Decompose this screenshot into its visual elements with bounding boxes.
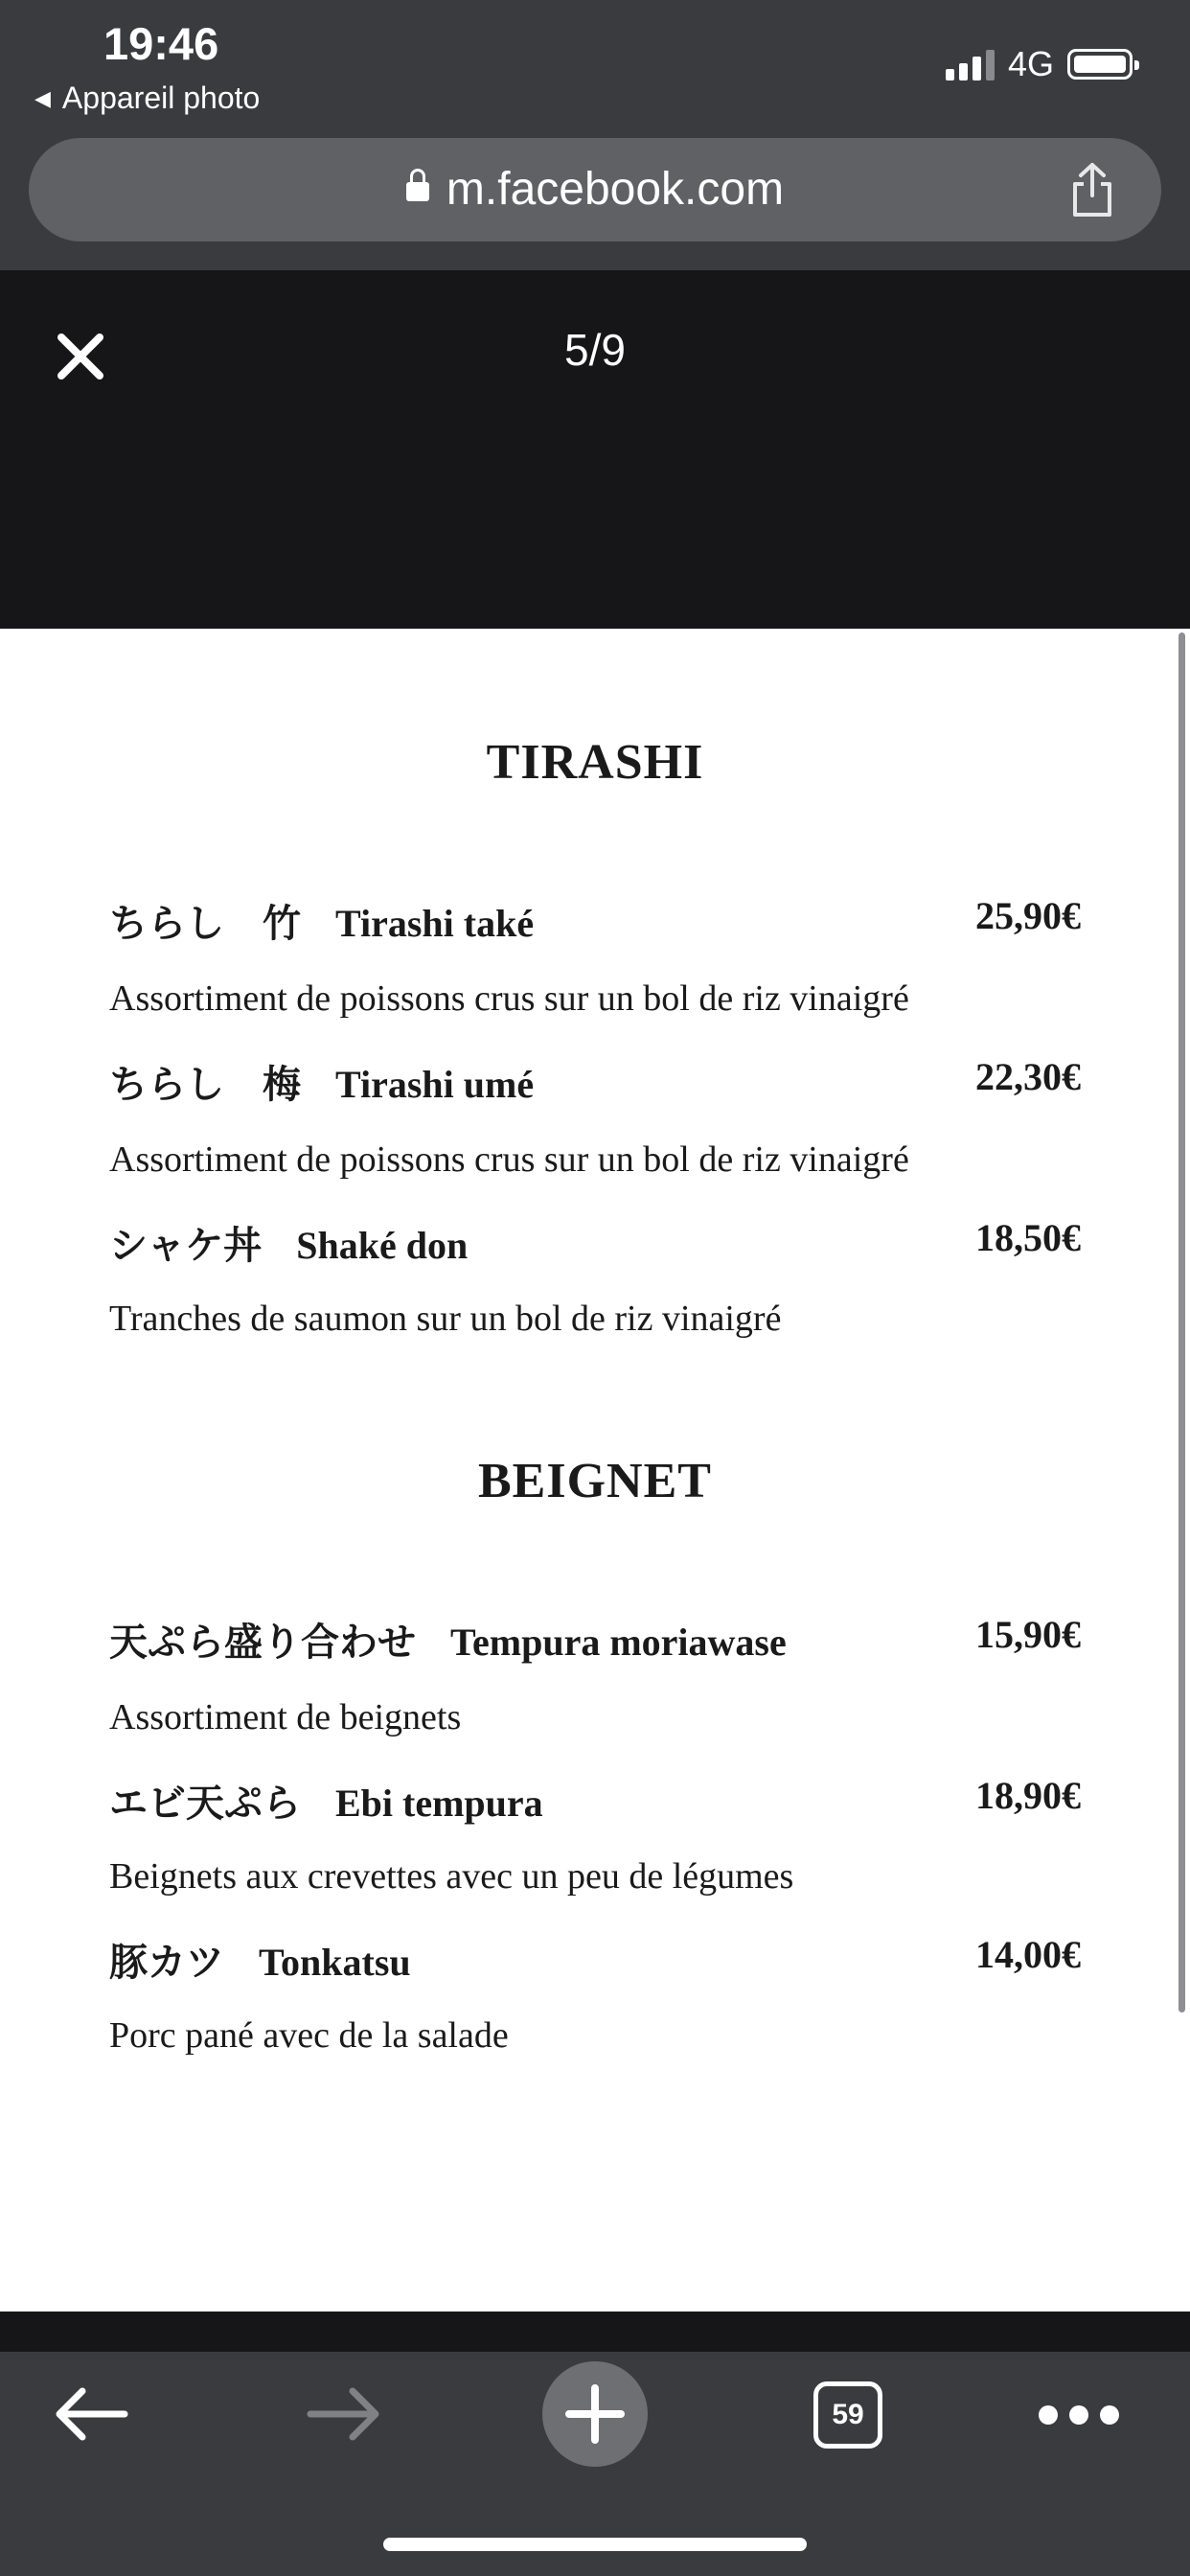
item-price: 18,90€ (975, 1774, 1081, 1817)
item-description: Porc pané avec de la salade (109, 2015, 509, 2056)
item-price: 18,50€ (975, 1216, 1081, 1259)
menu-item (109, 1215, 1081, 1269)
item-jp-name: 天ぷら盛り合わせ (109, 1620, 416, 1665)
menu-item (109, 893, 1081, 947)
vertical-scrollbar[interactable] (1175, 629, 1190, 2312)
item-price: 15,90€ (975, 1613, 1081, 1656)
status-and-url-bar (0, 0, 1190, 270)
browser-toolbar (0, 2352, 1190, 2576)
plus-icon (542, 2361, 648, 2467)
item-name: Tonkatsu (259, 1941, 411, 1984)
item-description: Assortiment de poissons crus sur un bol de riz vinaigré (109, 978, 909, 1019)
battery-icon (1067, 49, 1133, 80)
new-tab-button[interactable] (542, 2361, 648, 2467)
item-description: Beignets aux crevettes avec un peu de légumes (109, 1856, 794, 1897)
item-description: Tranches de saumon sur un bol de riz vinaigré (109, 1299, 782, 1339)
network-type: 4G (1007, 44, 1054, 83)
ellipsis-icon[interactable] (1039, 2405, 1119, 2425)
menu-item (109, 1054, 1081, 1108)
viewer-footer (0, 2312, 1190, 2352)
back-triangle-icon: ◀ (34, 85, 51, 110)
menu-item (109, 1932, 1081, 1986)
item-name: Shaké don (296, 1224, 469, 1267)
arrow-right-icon[interactable] (289, 2361, 395, 2467)
url-text: m.facebook.com (446, 164, 785, 215)
address-bar[interactable] (29, 138, 1161, 242)
item-description: Assortiment de poissons crus sur un bol de riz vinaigré (109, 1139, 909, 1180)
photo-counter: 5/9 (564, 325, 626, 375)
status-indicators (946, 44, 1133, 84)
lock-icon (406, 182, 429, 201)
status-time: 19:46 (103, 18, 219, 69)
back-to-app-link[interactable] (34, 80, 260, 116)
item-price: 22,30€ (975, 1055, 1081, 1098)
section-title-beignet: BEIGNET (478, 1454, 712, 1508)
back-app-label: Appareil photo (61, 80, 261, 115)
home-indicator[interactable] (383, 2538, 807, 2551)
tabs-icon[interactable]: 59 (813, 2381, 882, 2449)
item-jp-name: エビ天ぷら (109, 1781, 301, 1826)
item-price: 14,00€ (975, 1933, 1081, 1976)
url-display[interactable] (29, 163, 1161, 216)
item-jp-name: ちらし 梅 (109, 1062, 301, 1107)
item-jp-name: ちらし 竹 (109, 901, 301, 946)
menu-photo[interactable] (0, 629, 1175, 2312)
share-icon[interactable] (1065, 161, 1119, 218)
signal-icon (946, 48, 995, 80)
item-name: Tirashi také (335, 902, 535, 945)
item-name: Ebi tempura (335, 1782, 543, 1825)
item-name: Tempura moriawase (450, 1621, 787, 1664)
scrollbar-thumb[interactable] (1179, 632, 1185, 2012)
item-jp-name: 豚カツ (109, 1940, 224, 1985)
item-jp-name: シャケ丼 (109, 1223, 263, 1268)
menu-item (109, 1612, 1081, 1666)
item-price: 25,90€ (975, 894, 1081, 937)
menu-item (109, 1773, 1081, 1827)
photo-viewer-header (0, 270, 1190, 629)
item-name: Tirashi umé (335, 1063, 535, 1106)
item-description: Assortiment de beignets (109, 1697, 462, 1737)
section-title-tirashi: TIRASHI (486, 735, 704, 790)
arrow-left-icon[interactable] (40, 2361, 146, 2467)
